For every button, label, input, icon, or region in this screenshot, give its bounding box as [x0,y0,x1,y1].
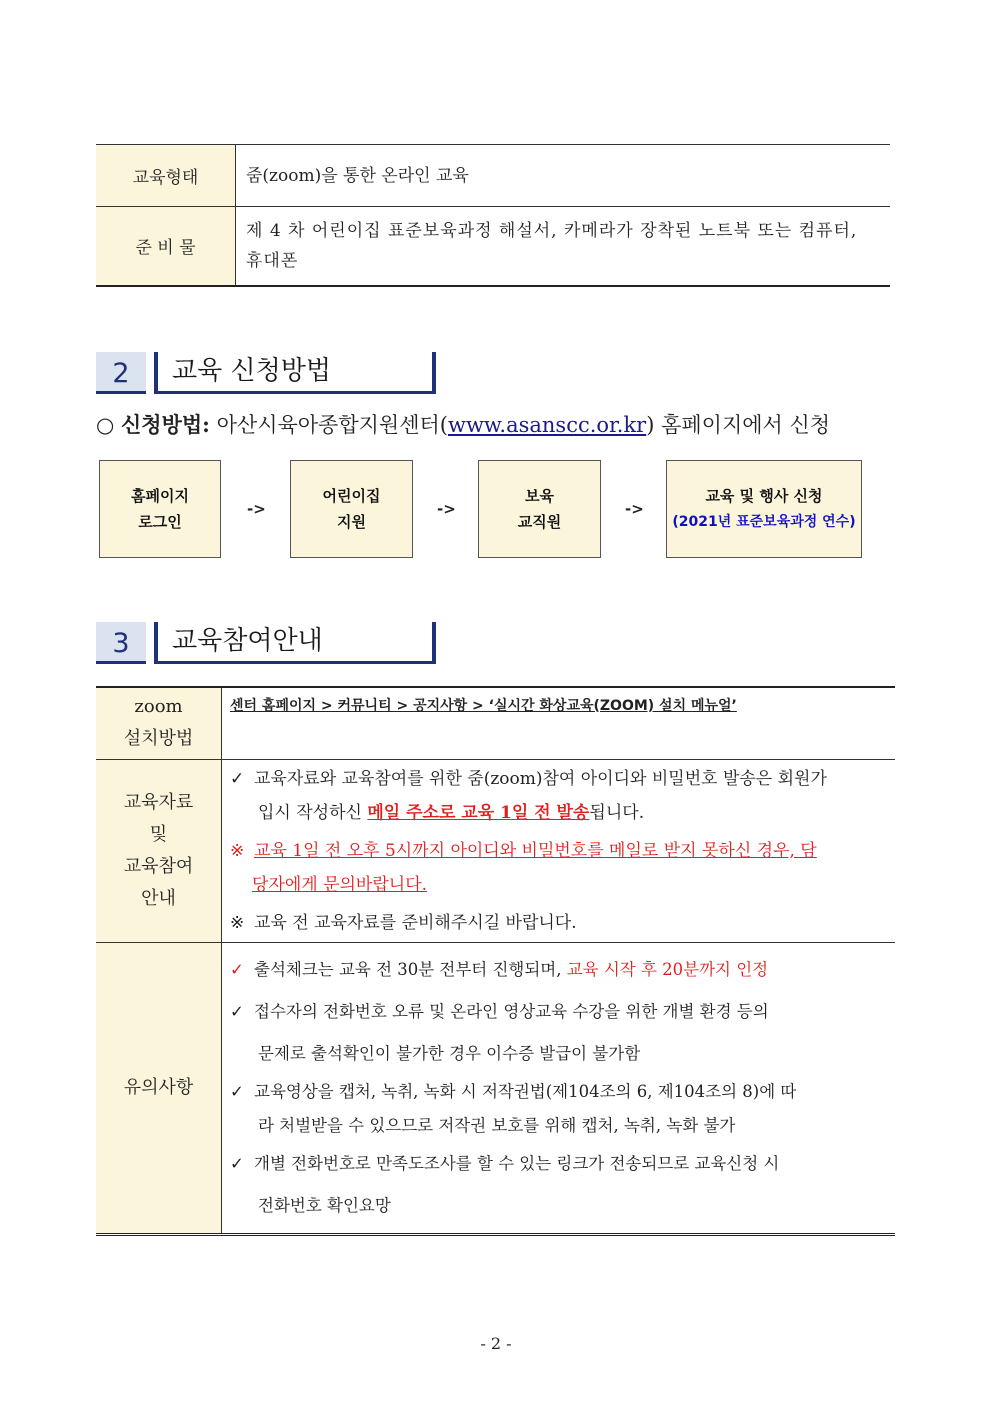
check-icon: ✓ [230,959,244,979]
zoom-install-path: 센터 홈페이지 > 커뮤니티 > 공지사항 > ‘실시간 화상교육(ZOOM) 설치 메뉴얼’ [230,698,737,714]
table-row [96,942,895,1234]
apply-line [96,410,830,440]
flow-step-line: 교육 및 행사 신청 [705,487,823,505]
list-item [230,834,887,868]
check-icon: ✓ [230,1081,244,1101]
guide-table [96,686,895,1236]
list-item [230,1033,887,1075]
item-text: 접수자의 전화번호 오류 및 온라인 영상교육 수강을 위한 개별 환경 등의 [254,1001,769,1021]
item-text: 문제로 출석확인이 불가한 경우 이수증 발급이 불가함 [258,1043,641,1063]
section-header [96,622,436,664]
flow-arrow: -> [437,500,456,518]
item-text: 전화번호 확인요망 [258,1195,391,1215]
center-website-link[interactable]: www.asanscc.or.kr [447,413,647,437]
note-mark: ※ [230,912,245,933]
list-item [230,906,887,940]
flow-arrow: -> [247,500,266,518]
bullet: ○ [96,413,115,437]
list-item [230,1143,887,1185]
page-number: - 2 - [480,1334,512,1353]
row-label [96,687,222,759]
list-item [230,1109,887,1143]
table-row [96,207,890,286]
item-text: 됩니다. [589,802,645,823]
check-icon: ✓ [230,768,245,789]
row-label [96,759,222,942]
item-text-highlight: 메일 주소로 교육 1일 전 발송 [367,802,590,823]
row-label: 유의사항 [96,942,222,1234]
list-item [230,949,887,991]
list-item [230,991,887,1033]
label-line: 안내 [141,887,176,909]
list-item [230,1075,887,1109]
flow-step-line: 홈페이지 [131,487,189,505]
note-mark: ※ [230,840,245,861]
list-item [230,762,887,796]
label-line: 교육자료 [123,791,194,813]
flow-step-line: 지원 [337,513,366,531]
row-value [222,759,896,942]
item-text: 개별 전화번호로 만족도조사를 할 수 있는 링크가 전송되므로 교육신청 시 [254,1153,780,1173]
flow-step-line: 보육 [525,487,554,505]
label-line: 설치방법 [123,728,194,750]
flow-step-staff [478,460,601,558]
apply-text: 아산시육아종합지원센터( [216,413,448,437]
item-text: 교육 전 교육자료를 준비해주시길 바랍니다. [254,912,577,933]
item-text: 당자에게 문의바랍니다. [252,874,428,895]
flow-step-apply [666,460,862,558]
section-number: 3 [96,622,146,664]
item-text: 교육영상을 캡처, 녹취, 녹화 시 저작권법(제104조의 6, 제104조의 8)에 따 [254,1081,797,1101]
info-table [96,144,890,287]
flow-arrow: -> [625,500,644,518]
row-label: 준 비 물 [96,207,236,286]
check-icon: ✓ [230,1001,244,1021]
item-text: 출석체크는 교육 전 30분 전부터 진행되며, [254,959,567,979]
flow-step-daycare [290,460,413,558]
table-row [96,687,895,759]
section-header [96,352,436,394]
apply-colon: : [202,412,210,437]
item-text: 교육자료와 교육참여를 위한 줌(zoom)참여 아이디와 비밀번호 발송은 회원가 [254,768,827,789]
apply-text: ) 홈페이지에서 신청 [646,413,831,437]
row-value: 줌(zoom)을 통한 온라인 교육 [236,145,891,207]
row-value [222,942,896,1234]
list-item [230,796,887,830]
item-text: 라 처벌받을 수 있으므로 저작권 보호를 위해 캡처, 녹취, 녹화 불가 [258,1115,736,1135]
list-item [230,868,887,902]
apply-label: 신청방법 [121,412,203,437]
row-value: 제 4 차 어린이집 표준보육과정 해설서, 카메라가 장착된 노트북 또는 컴퓨터, 휴대폰 [236,207,891,286]
label-line: 및 [149,823,168,845]
label-line: 교육참여 [123,855,194,877]
table-row [96,759,895,942]
list-item [230,1185,887,1227]
flow-step-login [99,460,221,558]
table-row [96,145,890,207]
label-line: zoom [134,696,183,718]
item-text: 입시 작성하신 [258,802,368,823]
section-title: 교육 신청방법 [158,352,432,394]
section-divider [432,352,436,394]
section-number: 2 [96,352,146,394]
item-text-highlight: 교육 시작 후 20분까지 인정 [566,959,769,979]
item-text: 교육 1일 전 오후 5시까지 아이디와 비밀번호를 메일로 받지 못하신 경우, 담 [254,840,817,861]
flow-step-line: (2021년 표준보육과정 연수) [672,514,856,530]
flow-step-line: 어린이집 [322,487,381,505]
section-divider [432,622,436,664]
flow-step-line: 교직원 [517,513,562,531]
check-icon: ✓ [230,1153,244,1173]
flow-step-line: 로그인 [138,513,182,531]
section-title: 교육참여안내 [158,622,432,664]
row-label: 교육형태 [96,145,236,207]
row-value [222,687,896,759]
